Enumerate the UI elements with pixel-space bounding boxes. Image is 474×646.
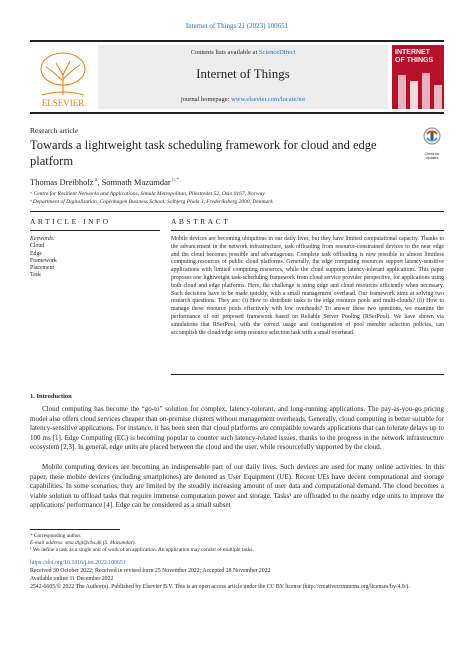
contents-prefix: Contents lists available at <box>190 49 259 56</box>
intro-paragraph-2: Mobile computing devices are becoming an indispensable part of our daily lives. Such devices are used for many online activities. In this paper, these mobile devices (including smartphones) are denoted as User Equipment (UE). Recent UEs have decent computational and storage capabilities. In some scenarios, they are limited by the steadily increasing amount of user data and computational demand. The cloud becomes a viable solution to offload tasks that require immense computation power and storage. Tasks¹ are offloaded to the nearby edge units to improve the applications' performance [4]. Edge can be considered as a small subset <box>30 463 444 510</box>
license-text: 2542-6605/© 2022 The Author(s). Published by Elsevier B.V. This is an open access article under the CC BY license (http://creativecommons.org/licenses/by/4.0/). <box>30 584 410 590</box>
cover-title: INTERNET OF THINGS <box>395 49 434 64</box>
footnote-1: ¹ We define a task as a single unit of work of an application. An application may consist of multiple tasks. <box>30 547 254 553</box>
intro-paragraph-1: Cloud computing has become the “go-to” solution for complex, latency-tolerant, and long-running applications. The pay-as-you-go pricing model also offers cloud services cheaper than on-premise clusters without management overheads. Generally, cloud computing is better suitable for latency-sensitive applications. For instance, it has been seen that cloud platforms are compatible towards applications that can tolerate delays up to 100 ms [1]. Edge Computing (EC) is becoming popular to counter such latency-related issues, thanks to the progress in the network infrastructure ecosystem [2,3]. In general, edge units are placed between the cloud and the user, while resourcefully supported by the cloud. <box>30 405 444 452</box>
article-title: Towards a lightweight task scheduling framework for cloud and edge platform <box>30 138 377 168</box>
abstract-bottom-rule <box>171 374 444 375</box>
crossmark-label: Check for updates <box>424 152 440 160</box>
keyword: Cloud <box>30 243 45 250</box>
journal-name: Internet of Things <box>196 66 290 81</box>
cover-graphic-icon <box>392 71 444 109</box>
footnote-email[interactable]: E-mail address: sma.digi@cbs.dk (S. Mazumdar). <box>30 540 136 546</box>
keyword: Placement <box>30 265 55 272</box>
abstract-heading: ABSTRACT <box>171 217 231 226</box>
author-1: Thomas Dreibholz <box>30 177 94 187</box>
received-dates: Received 30 October 2022; Received in revised form 25 November 2022; Accepted 28 November 2022 <box>30 568 271 574</box>
article-type: Research article <box>30 126 79 135</box>
affiliation-a: ᵃ Centre for Resilient Networks and Applications, Simula Metropolitan, Pilestredet 52, Oslo 0167, Norway <box>30 191 265 197</box>
article-info-rule <box>30 230 160 231</box>
elsevier-logo <box>30 45 96 109</box>
section-heading-introduction: 1. Introduction <box>30 393 72 400</box>
crossmark-icon <box>420 127 444 147</box>
author-2: , Somnath Mazumdar <box>97 177 171 187</box>
journal-cover <box>392 45 444 109</box>
footnote-corresponding: * Corresponding author. <box>30 533 82 539</box>
keywords-block <box>30 236 57 280</box>
crossmark-button[interactable] <box>420 127 444 160</box>
keywords-heading: Keywords: <box>30 236 55 242</box>
title-bottom-rule <box>30 211 444 212</box>
author-2-mark[interactable]: b,* <box>170 177 179 184</box>
elsevier-wordmark: ELSEVIER <box>41 98 85 108</box>
author-1-mark[interactable]: a <box>93 177 98 184</box>
affiliation-b: ᵇ Department of Digitalization, Copenhagen Business School, Solbjerg Plads 3, Frederiksberg 2000, Denmark <box>30 199 273 205</box>
homepage-link[interactable]: www.elsevier.com/locate/iot <box>231 96 306 103</box>
keyword: Framework <box>30 257 57 264</box>
contents-line <box>98 49 388 56</box>
available-date: Available online 11 December 2022 <box>30 576 114 582</box>
homepage-line <box>98 96 388 103</box>
abstract-rule <box>171 230 444 231</box>
sciencedirect-link[interactable]: ScienceDirect <box>258 49 296 56</box>
abstract-text: Mobile devices are becoming ubiquitous in our daily lives, but they have limited computational capacity. Thanks to the advancement in the network infrastructure, task offloading from resource-constrained devices to the near edge and the cloud becomes possible and advantageous. Complete task offloading is now possible to almost limitless computing resources of public cloud platforms. Generally, the edge computing resources support latency-sensitive applications with limited computing resources, while the cloud supports latency-tolerant applications. This paper proposes one lightweight task-scheduling framework from cloud service provider perspective, for applications using both cloud and edge platforms. Here, the challenge is using edge and cloud resources efficiently when necessary. Such decisions have to be made quickly, with a small management overhead. Our framework aims at solving two research questions. They are: (i) How to distribute tasks to the edge resource pools and multi-clouds? (ii) How to manage these resource pools effectively with low overheads? To answer these two questions, we examine the performance of our proposed framework based on Reliable Server Pooling (RSerPool). We have shown via simulations that RSerPool, with the correct usage and configuration of pool member selection policies, can accomplish the cloud/edge setup resource selection task with a small overhead. <box>171 236 444 336</box>
journal-reference[interactable]: Internet of Things 21 (2023) 100651 <box>185 22 289 30</box>
keyword: Task <box>30 272 41 279</box>
homepage-prefix: journal homepage: <box>180 96 232 103</box>
doi-link[interactable]: https://doi.org/10.1016/j.iot.2022.100651 <box>30 560 126 566</box>
footnote-rule <box>30 529 120 530</box>
author-list <box>30 177 179 187</box>
header-bottom-rule <box>30 112 444 114</box>
keyword: Edge <box>30 250 42 257</box>
article-info-heading: ARTICLE INFO <box>30 217 111 226</box>
